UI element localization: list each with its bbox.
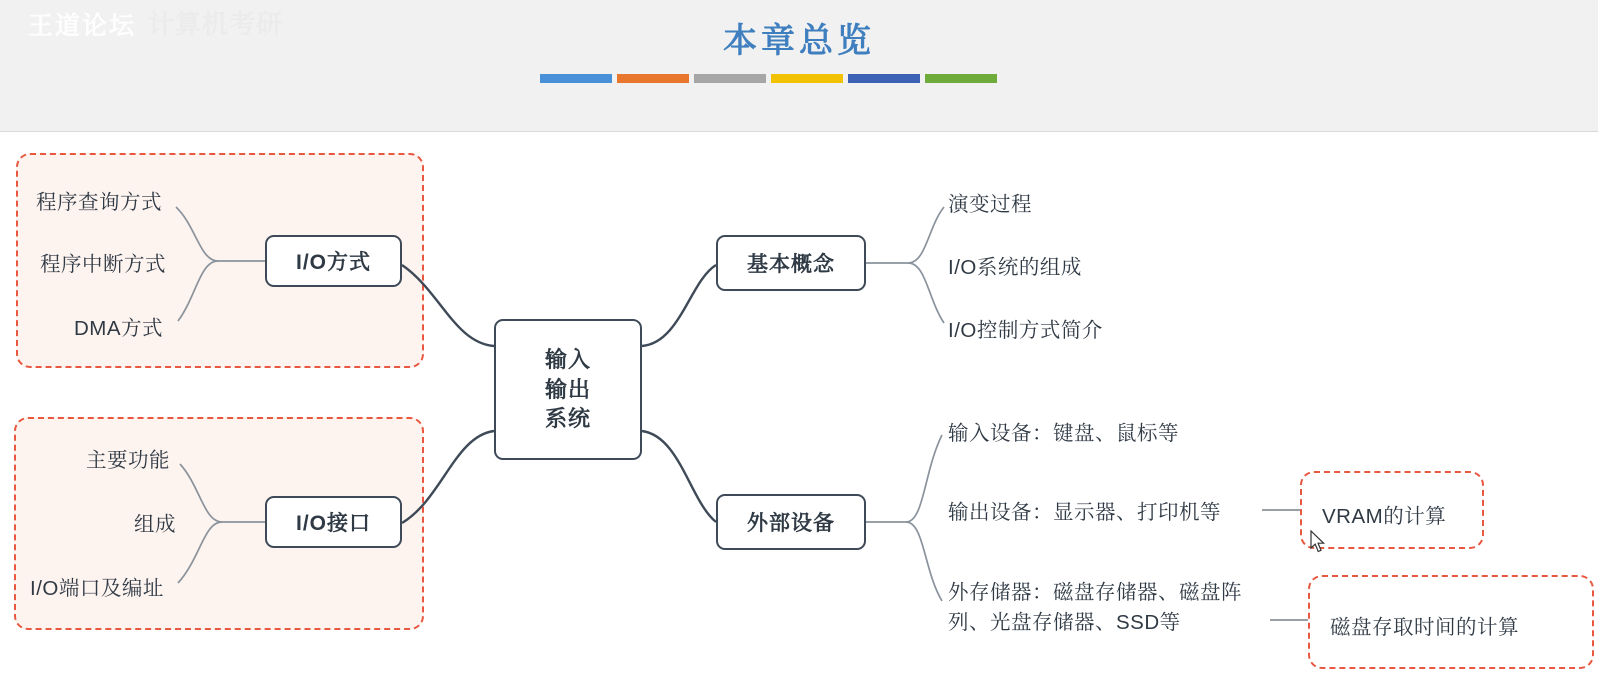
leaf-io-port-addressing: I/O端口及编址 bbox=[30, 577, 164, 600]
decorative-color-bars bbox=[540, 74, 1020, 83]
node-basic-concept[interactable]: 基本概念 bbox=[716, 235, 866, 291]
page-title: 本章总览 bbox=[723, 21, 875, 61]
node-external-device[interactable]: 外部设备 bbox=[716, 494, 866, 550]
node-io-method[interactable]: I/O方式 bbox=[265, 235, 402, 287]
slide-header bbox=[0, 0, 1598, 132]
label-disk-access-time-calc: 磁盘存取时间的计算 bbox=[1330, 616, 1519, 639]
leaf-io-control-intro: I/O控制方式简介 bbox=[948, 319, 1103, 342]
label-vram-calc: VRAM的计算 bbox=[1322, 505, 1447, 528]
leaf-program-interrupt: 程序中断方式 bbox=[40, 253, 166, 276]
mindmap-canvas bbox=[0, 131, 1598, 689]
color-bar-1 bbox=[540, 74, 612, 83]
mouse-cursor bbox=[1310, 530, 1326, 554]
node-center-line-1: 输入 bbox=[544, 346, 591, 372]
leaf-io-system-composition: I/O系统的组成 bbox=[948, 256, 1082, 279]
color-bar-6 bbox=[925, 74, 997, 83]
color-bar-4 bbox=[771, 74, 843, 83]
node-center-line-3: 系统 bbox=[544, 406, 591, 432]
node-center-line-2: 输出 bbox=[544, 376, 591, 402]
leaf-main-functions: 主要功能 bbox=[86, 449, 170, 472]
watermark-logo: 王道论坛 bbox=[28, 12, 137, 40]
leaf-dma: DMA方式 bbox=[74, 317, 164, 340]
watermark-secondary: 计算机考研 bbox=[148, 9, 284, 39]
connector-lines bbox=[0, 131, 1598, 689]
color-bar-5 bbox=[848, 74, 920, 83]
node-io-interface[interactable]: I/O接口 bbox=[265, 496, 402, 548]
leaf-evolution: 演变过程 bbox=[948, 193, 1032, 216]
leaf-input-devices: 输入设备：键盘、鼠标等 bbox=[948, 422, 1179, 445]
leaf-composition: 组成 bbox=[134, 513, 176, 536]
leaf-external-storage: 外存储器：磁盘存储器、磁盘阵列、光盘存储器、SSD等 bbox=[948, 581, 1242, 634]
color-bar-3 bbox=[694, 74, 766, 83]
node-input-output-system[interactable] bbox=[494, 319, 642, 460]
leaf-program-polling: 程序查询方式 bbox=[36, 191, 162, 214]
color-bar-2 bbox=[617, 74, 689, 83]
leaf-output-devices: 输出设备：显示器、打印机等 bbox=[948, 501, 1221, 524]
